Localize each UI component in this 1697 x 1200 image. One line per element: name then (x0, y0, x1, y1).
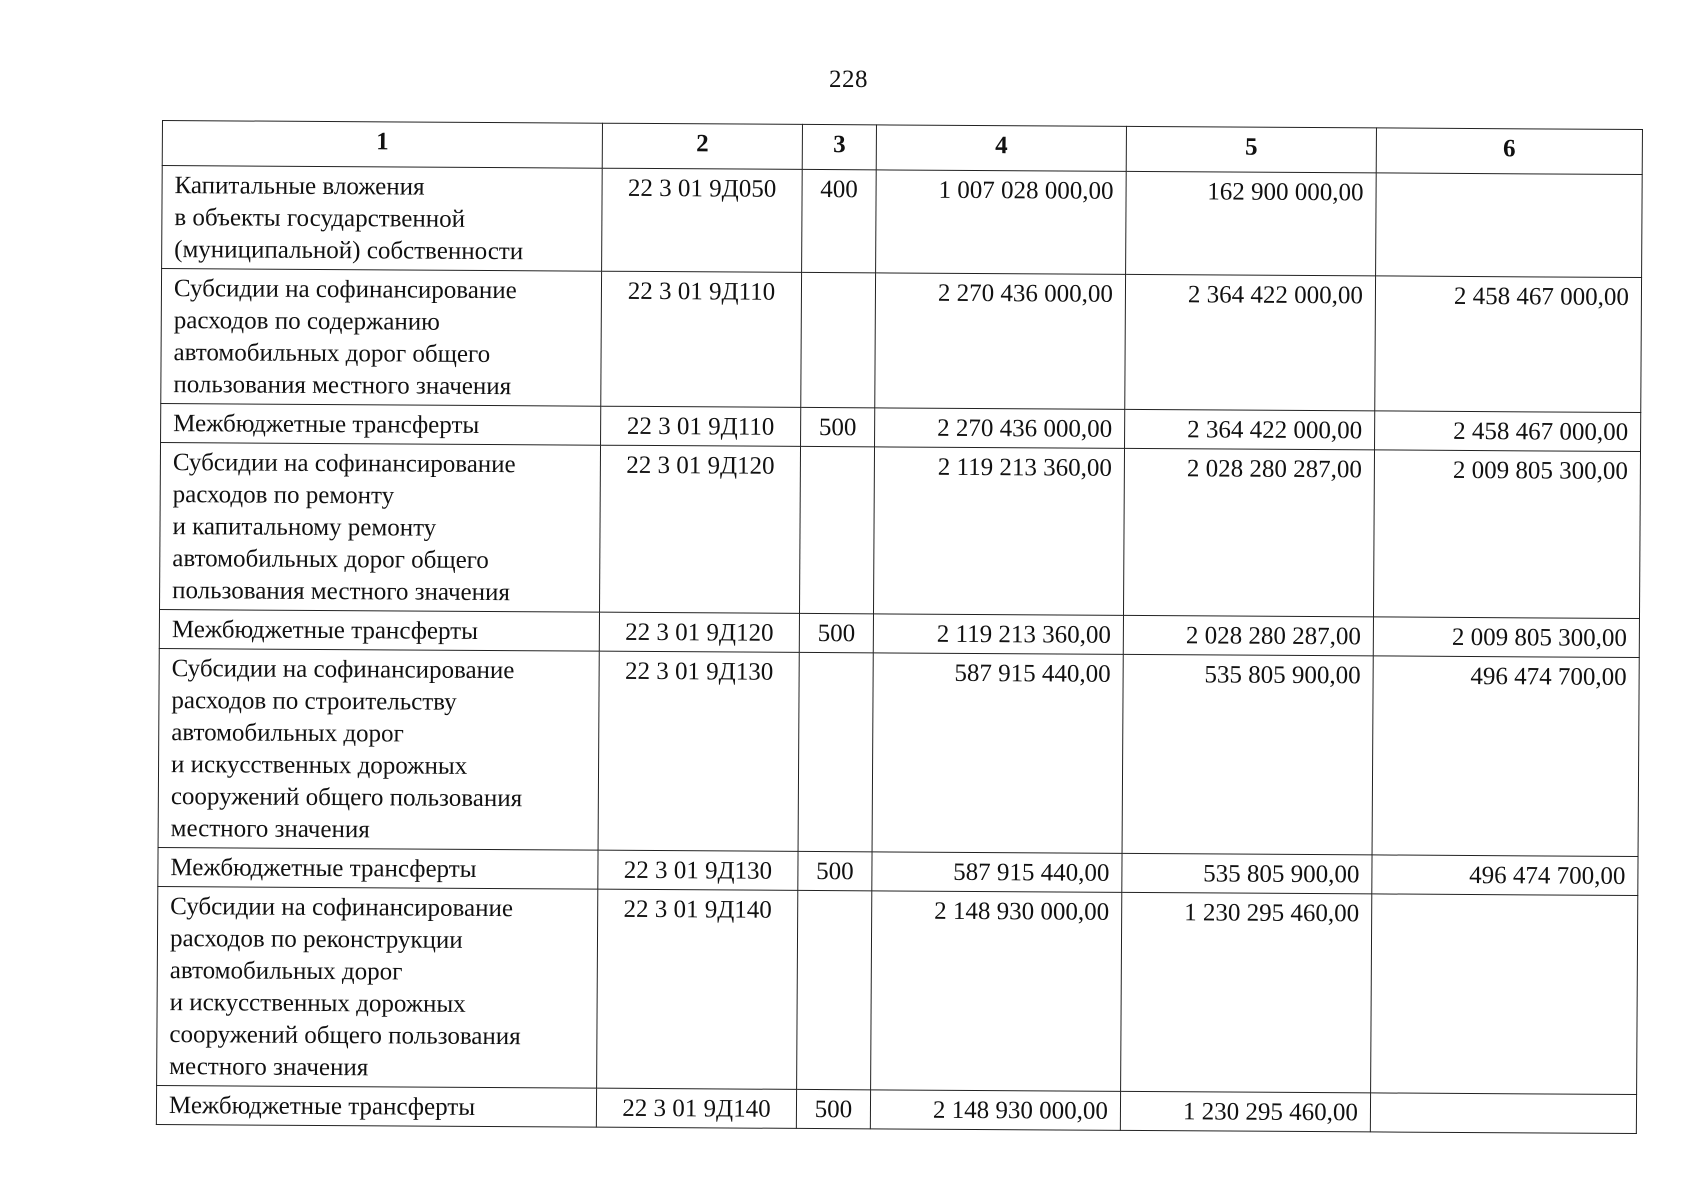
header-col-5: 5 (1126, 126, 1376, 173)
row-value-col4: 2 119 213 360,00 (873, 447, 1124, 616)
row-value-col5: 2 028 280 287,00 (1123, 615, 1373, 656)
row-value-col4: 2 119 213 360,00 (873, 614, 1123, 655)
header-col-3: 3 (802, 124, 876, 169)
row-value-col5: 162 900 000,00 (1126, 171, 1377, 276)
row-name: Субсидии на софинансирование расходов по содержанию автомобильных дорог общего пользования местного значения (161, 269, 602, 407)
table-row (162, 166, 1643, 278)
row-value-col5: 2 028 280 287,00 (1123, 448, 1374, 617)
table-row (158, 648, 1639, 856)
header-col-2: 2 (602, 123, 802, 169)
row-value-col6 (1376, 173, 1643, 278)
row-name: Капитальные вложения в объекты государственной (муниципальной) собственности (162, 166, 603, 272)
row-expense-type: 500 (796, 1089, 870, 1128)
row-value-col6 (1370, 1093, 1636, 1134)
row-value-col5: 2 364 422 000,00 (1125, 274, 1376, 411)
header-col-6: 6 (1376, 128, 1642, 175)
row-code: 22 3 01 9Д110 (601, 271, 802, 407)
row-value-col4: 2 148 930 000,00 (870, 1090, 1120, 1131)
row-value-col6: 2 009 805 300,00 (1373, 617, 1639, 658)
row-code: 22 3 01 9Д140 (596, 1088, 796, 1128)
row-code: 22 3 01 9Д120 (599, 612, 799, 652)
row-code: 22 3 01 9Д050 (602, 168, 803, 272)
row-value-col6: 496 474 700,00 (1372, 656, 1639, 857)
row-value-col6 (1371, 894, 1638, 1095)
row-code: 22 3 01 9Д130 (598, 651, 799, 851)
row-expense-type: 500 (799, 613, 873, 652)
row-name: Межбюджетные трансферты (156, 1085, 596, 1127)
table-row (157, 886, 1638, 1094)
row-name: Межбюджетные трансферты (161, 403, 601, 445)
row-value-col5: 1 230 295 460,00 (1120, 1091, 1370, 1132)
table-row (160, 442, 1641, 618)
row-code: 22 3 01 9Д140 (597, 889, 798, 1089)
row-code: 22 3 01 9Д120 (600, 445, 801, 613)
row-value-col4: 587 915 440,00 (872, 852, 1122, 893)
budget-table (156, 120, 1643, 1134)
page-number: 228 (829, 66, 868, 93)
row-name: Межбюджетные трансферты (158, 847, 598, 889)
row-value-col5: 535 805 900,00 (1122, 853, 1372, 894)
budget-table-container (156, 120, 1642, 1134)
row-value-col4: 2 148 930 000,00 (871, 891, 1122, 1092)
row-value-col4: 2 270 436 000,00 (875, 408, 1125, 449)
row-expense-type: 500 (801, 407, 875, 446)
header-col-1: 1 (162, 121, 602, 169)
row-name: Межбюджетные трансферты (159, 609, 599, 651)
row-expense-type (801, 272, 876, 407)
row-value-col6: 496 474 700,00 (1372, 855, 1638, 896)
row-name: Субсидии на софинансирование расходов по строительству автомобильных дорог и искусственных дорожных сооружений общего пользования местного значения (158, 648, 599, 850)
row-value-col4: 1 007 028 000,00 (876, 170, 1127, 275)
row-value-col4: 2 270 436 000,00 (875, 273, 1126, 410)
row-value-col6: 2 458 467 000,00 (1375, 276, 1642, 413)
row-value-col5: 535 805 900,00 (1122, 654, 1373, 855)
row-name: Субсидии на софинансирование расходов по реконструкции автомобильных дорог и искусственных дорожных сооружений общего пользования местного значения (157, 886, 598, 1088)
table-row (156, 1085, 1636, 1133)
table-row (161, 269, 1642, 413)
row-code: 22 3 01 9Д110 (601, 406, 801, 446)
row-code: 22 3 01 9Д130 (598, 850, 798, 890)
row-value-col5: 1 230 295 460,00 (1121, 892, 1372, 1093)
row-value-col4: 587 915 440,00 (872, 653, 1123, 854)
row-expense-type (799, 446, 874, 613)
row-expense-type (797, 890, 872, 1089)
header-col-4: 4 (876, 125, 1126, 172)
row-expense-type (798, 652, 873, 851)
row-value-col5: 2 364 422 000,00 (1125, 409, 1375, 450)
row-expense-type: 500 (798, 851, 872, 890)
row-value-col6: 2 458 467 000,00 (1375, 411, 1641, 452)
row-value-col6: 2 009 805 300,00 (1373, 450, 1640, 619)
row-name: Субсидии на софинансирование расходов по ремонту и капитальному ремонту автомобильных дорог общего пользования местного значения (160, 442, 601, 612)
row-expense-type: 400 (802, 169, 877, 272)
